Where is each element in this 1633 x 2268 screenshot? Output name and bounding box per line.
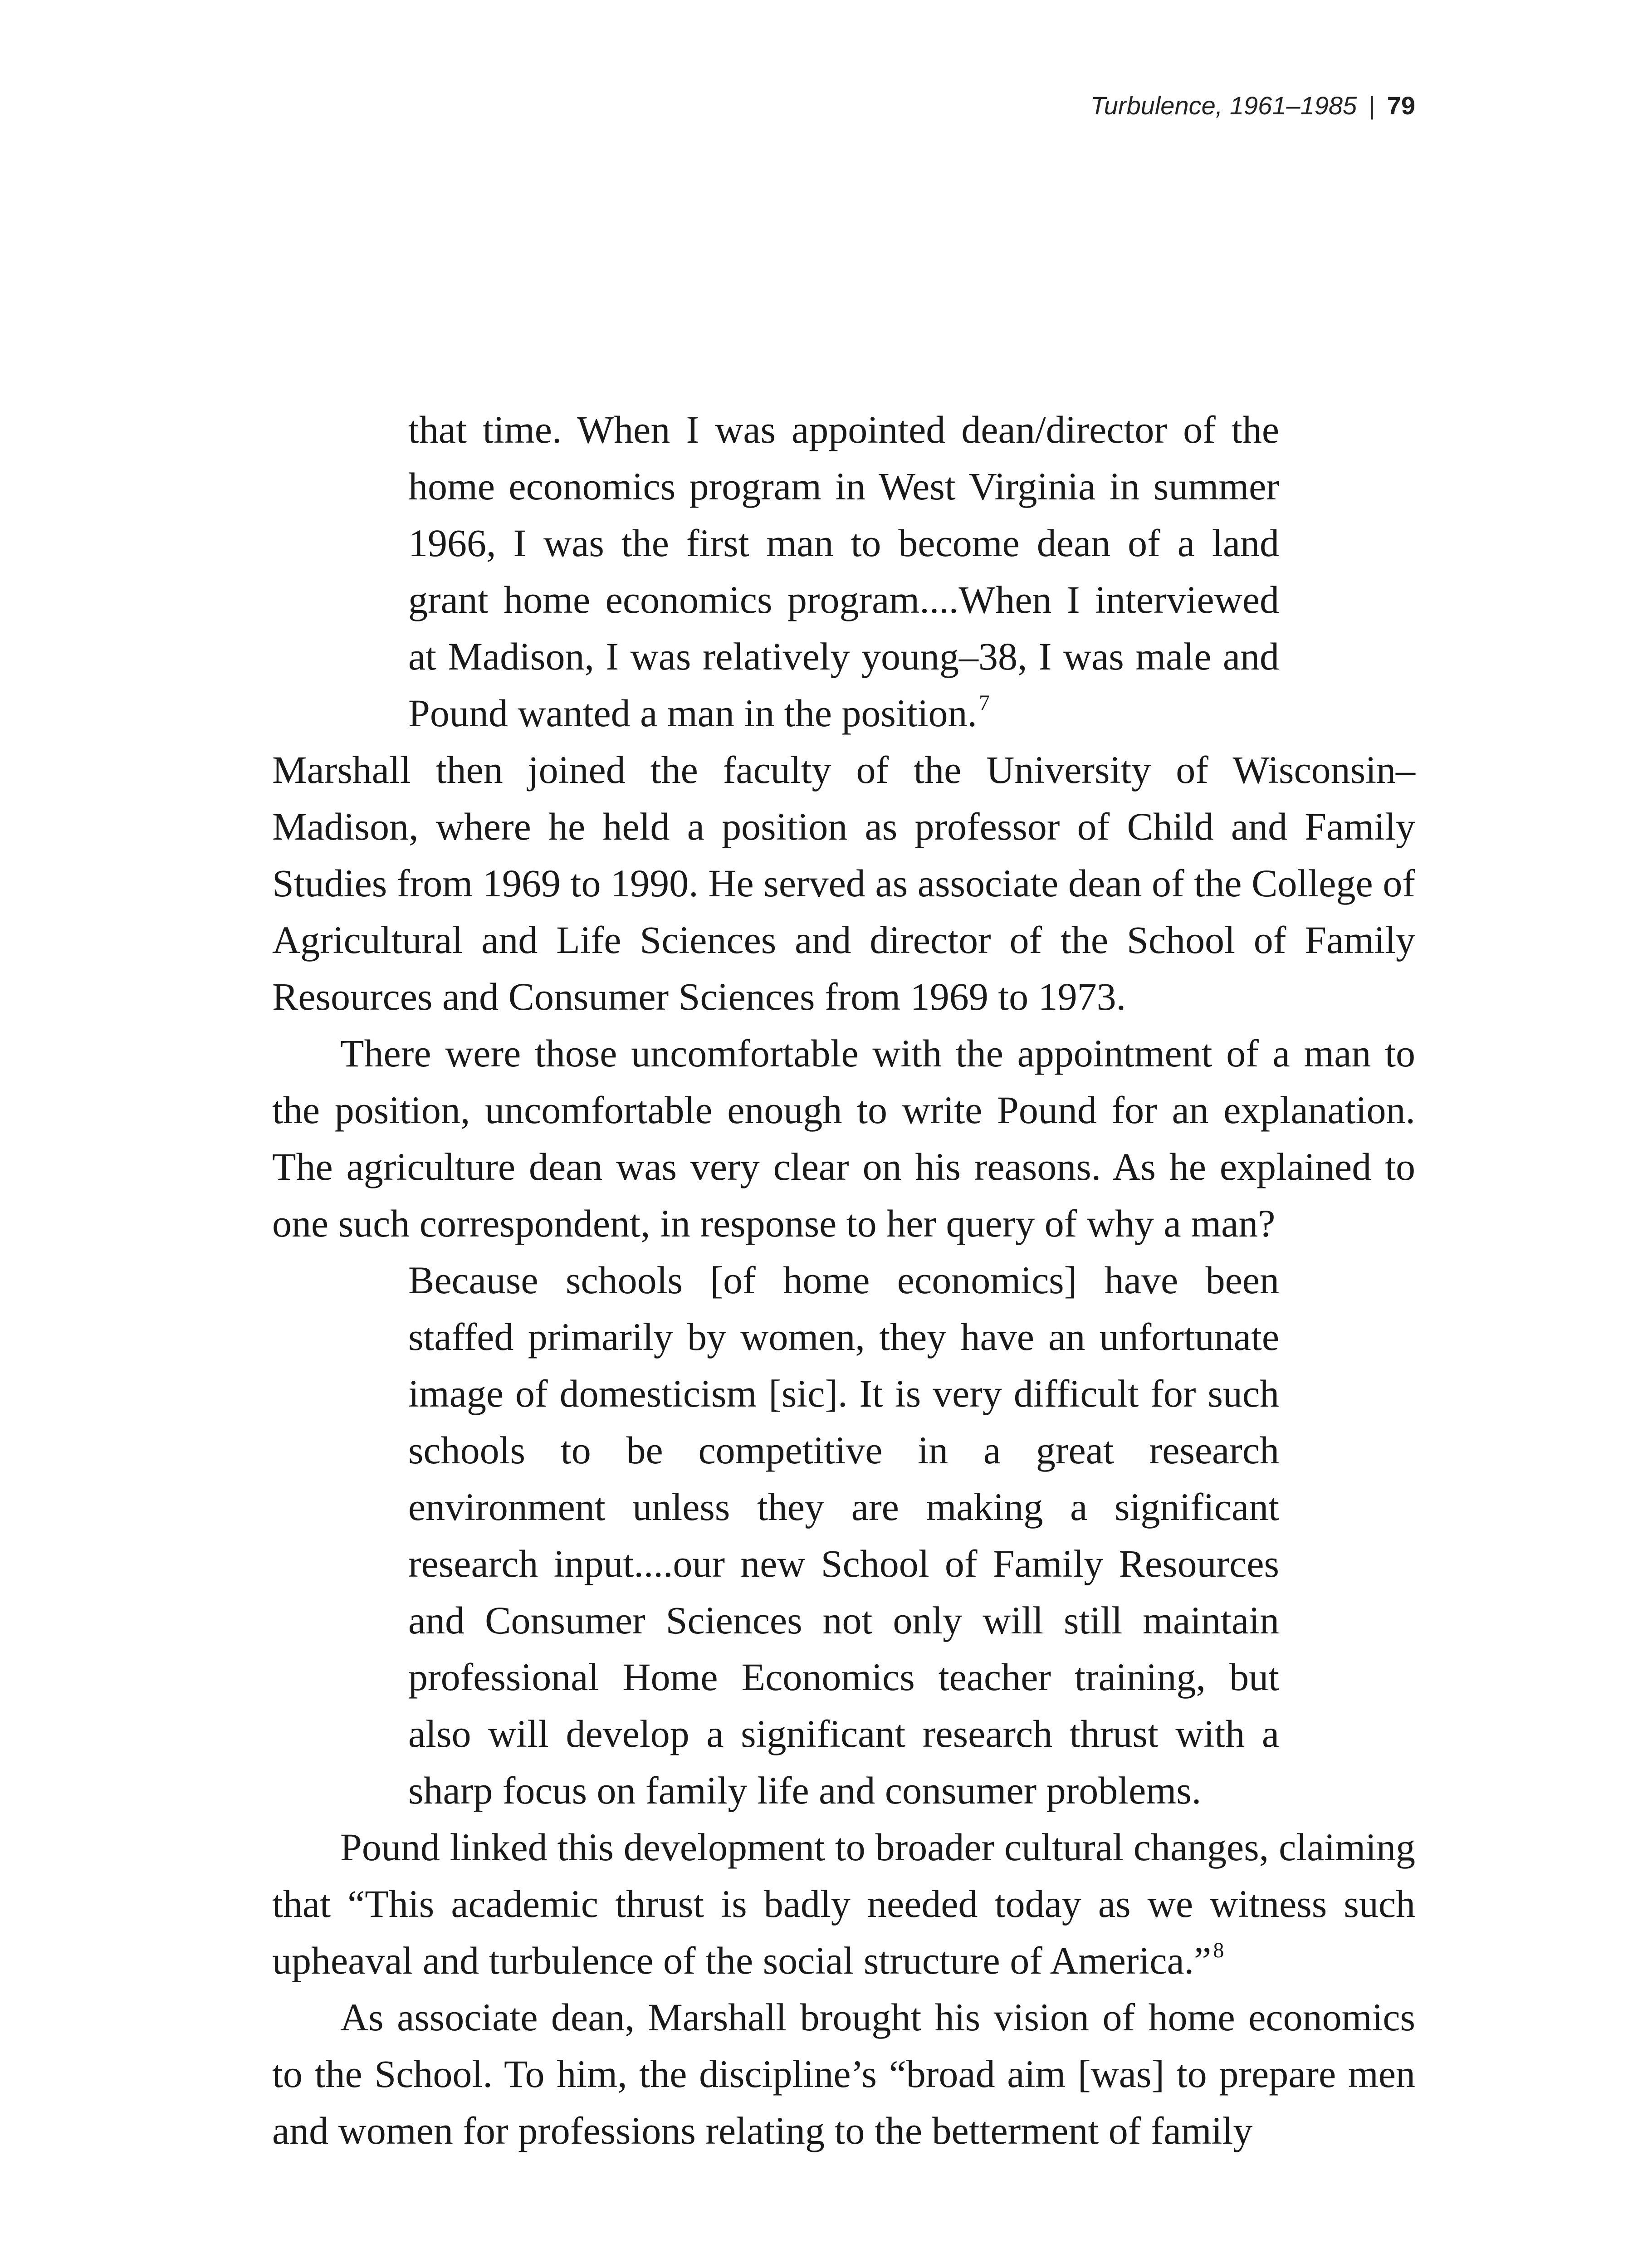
paragraph-associate-dean: As associate dean, Marshall brought his vision of home economics to the School. To him, the discipline’s “broad aim [was] to prepare men and women for professions relating to the betterment of family [272,1995,1415,2152]
running-head [1090,93,1415,118]
block-quote-2: Because schools [of home economics] have been staffed primarily by women, they have an unfortunate image of domesticism [sic]. It is very difficult for such schools to be competitive in a great research environment unless they are making a significant research input....our new School of Family Resources and Consumer Sciences not only will still maintain professional Home Economics teacher training, but also will develop a significant research thrust with a sharp focus on family life and consumer problems. [408,1258,1279,1812]
page-number: 79 [1387,91,1415,120]
paragraph-uncomfortable: There were those uncomfortable with the appointment of a man to the position, uncomfortable enough to write Pound for an explanation. The agriculture dean was very clear on his reasons. As he explained to one such correspondent, in response to her query of why a man? [272,1031,1415,1245]
paragraph-pound-linked-text: Pound linked this development to broader cultural changes, claiming that “This academic thrust is badly needed today as we witness such upheaval and turbulence of the social structure of America.” [272,1825,1415,1982]
footnote-marker-8: 8 [1213,1938,1224,1963]
block-quote-1-text: that time. When I was appointed dean/director of the home economics program in West Virginia in summer 1966, I was the first man to become dean of a land grant home economics program....When I interviewed at Madison, I was relatively young–38, I was male and Pound wanted a man in the position. [408,408,1279,735]
paragraph-pound-linked [272,1819,1415,1989]
footnote-marker-7: 7 [979,691,990,715]
paragraph-marshall-faculty: Marshall then joined the faculty of the University of Wisconsin–Madison, where he held a position as professor of Child and Family Studies from 1969 to 1990. He served as associate dean of the College of Agricultural and Life Sciences and director of the School of Family Resources and Consumer Sciences from 1969 to 1973. [272,748,1415,1018]
main-text [272,401,1415,2159]
running-head-separator: | [1369,91,1375,120]
block-quote-1 [408,401,1279,742]
running-title: Turbulence, 1961–1985 [1090,91,1357,120]
